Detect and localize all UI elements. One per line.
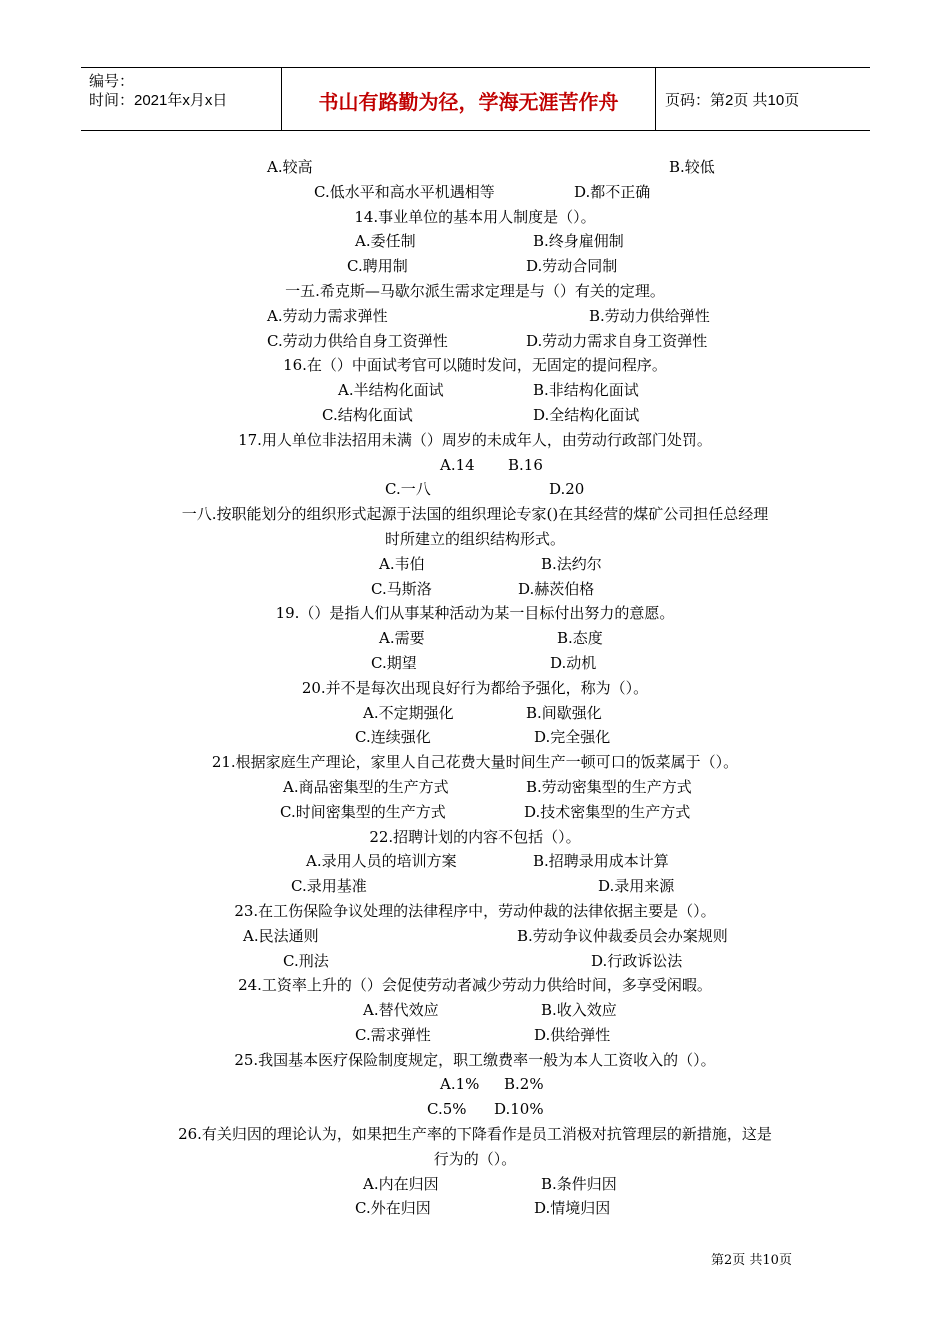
options-row <box>0 577 950 602</box>
answer-option: B.较低 <box>669 158 715 176</box>
answer-option: A.半结构化面试 <box>338 381 444 400</box>
answer-option: D.赫茨伯格 <box>518 579 595 598</box>
answer-option: B.条件归因 <box>541 1174 617 1193</box>
answer-option: D.完全强化 <box>534 728 611 747</box>
question-line <box>0 1048 950 1073</box>
answer-option: B.终身雇佣制 <box>533 232 624 251</box>
answer-option: A.内在归因 <box>363 1174 439 1193</box>
options-row <box>0 477 950 502</box>
answer-option: C.录用基准 <box>291 877 367 896</box>
answer-option: A.不定期强化 <box>363 703 454 722</box>
answer-option: C.连续强化 <box>355 728 431 747</box>
options-row <box>0 403 950 428</box>
question-text: 17.用人单位非法招用未满（）周岁的未成年人，由劳动行政部门处罚。 <box>238 430 712 449</box>
options-row <box>0 453 950 478</box>
answer-option: D.20 <box>549 480 585 499</box>
answer-option: C.结构化面试 <box>322 405 413 424</box>
question-line <box>0 973 950 998</box>
options-row <box>0 626 950 651</box>
options-row <box>0 552 950 577</box>
answer-option: B.法约尔 <box>541 554 602 573</box>
answer-option: A.录用人员的培训方案 <box>306 852 457 871</box>
question-text: 时所建立的组织结构形式。 <box>384 529 565 548</box>
answer-option: A.民法通则 <box>243 926 319 945</box>
answer-option: C.一八 <box>385 480 431 499</box>
options-row <box>0 254 950 279</box>
answer-option: A.商品密集型的生产方式 <box>283 777 449 796</box>
answer-option: B.16 <box>508 455 543 474</box>
options-row <box>0 329 950 354</box>
options-row <box>0 775 950 800</box>
question-text: 14.事业单位的基本用人制度是（）。 <box>354 207 596 226</box>
answer-option: B.收入效应 <box>541 1001 617 1020</box>
question-text: 25.我国基本医疗保险制度规定，职工缴费率一般为本人工资收入的（）。 <box>234 1050 716 1069</box>
answer-option: C.聘用制 <box>347 257 408 276</box>
options-row <box>0 800 950 825</box>
answer-option: A.较高 <box>267 158 313 176</box>
question-text: 22.招聘计划的内容不包括（）。 <box>369 827 581 846</box>
page-header <box>81 67 870 131</box>
question-line <box>0 750 950 775</box>
question-text: 19.（）是指人们从事某种活动为某一目标付出努力的意愿。 <box>275 604 675 623</box>
header-page-number: 页码：第2页 共10页 <box>665 92 800 109</box>
answer-option: C.期望 <box>371 653 417 672</box>
answer-option: B.招聘录用成本计算 <box>533 852 669 871</box>
question-line <box>0 899 950 924</box>
options-row <box>0 924 950 949</box>
question-text: 24.工资率上升的（）会促使劳动者减少劳动力供给时间，多享受闲暇。 <box>238 976 712 995</box>
options-row <box>0 651 950 676</box>
options-row <box>0 155 950 180</box>
document-number-label: 编号： <box>89 73 135 90</box>
answer-option: D.劳动力需求自身工资弹性 <box>526 331 708 350</box>
question-line <box>0 527 950 552</box>
answer-option: D.全结构化面试 <box>533 405 640 424</box>
options-row <box>0 1097 950 1122</box>
answer-option: A.委任制 <box>355 232 416 251</box>
answer-option: D.供给弹性 <box>534 1025 611 1044</box>
header-meta <box>89 72 227 110</box>
answer-option: D.情境归因 <box>534 1199 611 1218</box>
answer-option: B.2% <box>504 1075 544 1094</box>
answer-option: A.14 <box>440 455 475 474</box>
answer-option: C.需求弹性 <box>355 1025 431 1044</box>
header-motto: 书山有路勤为径，学海无涯苦作舟 <box>318 90 619 114</box>
answer-option: B.劳动争议仲裁委员会办案规则 <box>517 926 728 945</box>
answer-option: C.马斯洛 <box>371 579 432 598</box>
answer-option: D.技术密集型的生产方式 <box>524 802 691 821</box>
options-row <box>0 229 950 254</box>
question-text: 一八.按职能划分的组织形式起源于法国的组织理论专家()在其经营的煤矿公司担任总经理 <box>181 505 769 524</box>
question-text: 20.并不是每次出现良好行为都给予强化，称为（）。 <box>301 678 649 697</box>
answer-option: D.动机 <box>550 653 597 672</box>
answer-option: A.韦伯 <box>379 554 425 573</box>
answer-option: C.低水平和高水平机遇相等 <box>314 182 495 201</box>
answer-option: A.劳动力需求弹性 <box>267 306 388 325</box>
document-time-label: 时间：2021年x月x日 <box>89 92 228 109</box>
question-line <box>0 502 950 527</box>
question-text: 26.有关归因的理论认为，如果把生产率的下降看作是员工消极对抗管理层的新措施，这是 <box>178 1125 772 1144</box>
question-text: 一五.希克斯—马歇尔派生需求定理是与（）有关的定理。 <box>285 281 665 300</box>
question-line <box>0 353 950 378</box>
options-row <box>0 1023 950 1048</box>
question-line <box>0 279 950 304</box>
answer-option: B.态度 <box>557 629 603 648</box>
question-line <box>0 205 950 230</box>
question-line <box>0 601 950 626</box>
answer-option: B.劳动密集型的生产方式 <box>526 777 692 796</box>
answer-option: C.刑法 <box>283 951 329 970</box>
options-row <box>0 725 950 750</box>
answer-option: D.劳动合同制 <box>526 257 618 276</box>
header-divider <box>655 68 656 130</box>
question-text: 23.在工伤保险争议处理的法律程序中，劳动仲裁的法律依据主要是（）。 <box>234 901 716 920</box>
options-row <box>0 1196 950 1221</box>
options-row <box>0 998 950 1023</box>
question-list <box>0 155 950 1221</box>
answer-option: A.1% <box>440 1075 480 1094</box>
answer-option: C.劳动力供给自身工资弹性 <box>267 331 448 350</box>
question-line <box>0 1147 950 1172</box>
question-text: 行为的（）。 <box>433 1149 517 1168</box>
answer-option: B.间歇强化 <box>526 703 602 722</box>
options-row <box>0 180 950 205</box>
options-row <box>0 849 950 874</box>
page-footer: 第2页 共10页 <box>711 1253 792 1268</box>
answer-option: D.录用来源 <box>598 877 675 896</box>
answer-option: D.10% <box>494 1100 544 1119</box>
options-row <box>0 701 950 726</box>
options-row <box>0 378 950 403</box>
question-line <box>0 428 950 453</box>
question-text: 16.在（）中面试考官可以随时发问，无固定的提问程序。 <box>283 356 667 375</box>
answer-option: D.都不正确 <box>574 182 651 201</box>
options-row <box>0 304 950 329</box>
answer-option: B.非结构化面试 <box>533 381 639 400</box>
options-row <box>0 949 950 974</box>
question-text: 21.根据家庭生产理论，家里人自己花费大量时间生产一顿可口的饭菜属于（）。 <box>211 753 739 772</box>
answer-option: C.5% <box>427 1100 467 1119</box>
answer-option: C.外在归因 <box>355 1199 431 1218</box>
answer-option: C.时间密集型的生产方式 <box>280 802 446 821</box>
answer-option: A.需要 <box>379 629 425 648</box>
question-line <box>0 676 950 701</box>
question-line <box>0 1122 950 1147</box>
answer-option: D.行政诉讼法 <box>591 951 683 970</box>
options-row <box>0 1072 950 1097</box>
answer-option: A.替代效应 <box>363 1001 439 1020</box>
question-line <box>0 825 950 850</box>
options-row <box>0 874 950 899</box>
options-row <box>0 1172 950 1197</box>
answer-option: B.劳动力供给弹性 <box>589 306 710 325</box>
